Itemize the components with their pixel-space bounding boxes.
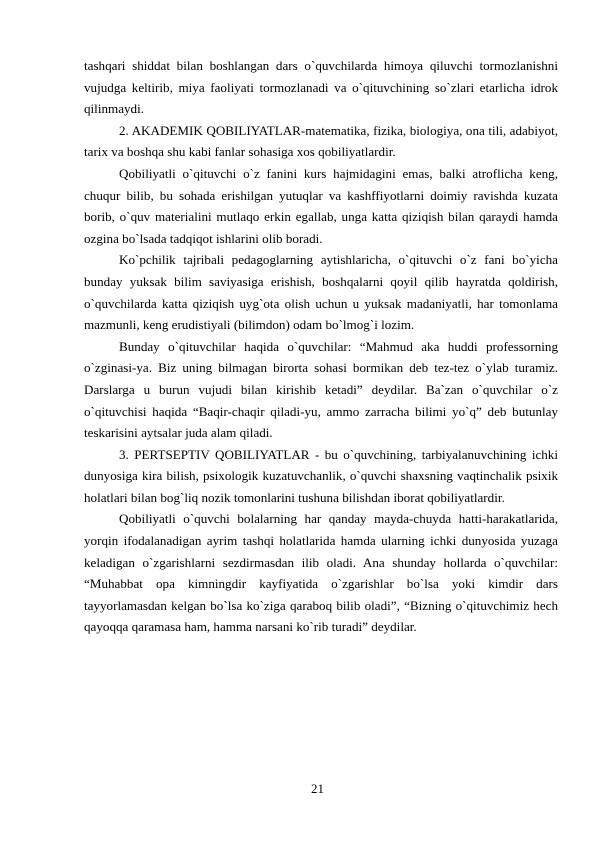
paragraph-academic-abilities: 2. AKADEMIK QOBILIYATLAR-matematika, fizika, biologiya, ona tili, adabiyot, tarix va boshqa shu kabi fanlar sohasiga xos qobiliyatlardir. [84, 122, 558, 160]
paragraph-student-opinions: Bunday o`qituvchilar haqida o`quvchilar: “Mahmud aka huddi professorning o`zginasi-ya. Biz uning bilmagan birorta sohasi bormikan deb tez-tez o`ylab turamiz. Darslarga u burun vujudi bilan kirishib ketadi” deydilar. Ba`zan o`quvchilar o`z o`qituvchisi haqida “Baqir-chaqir qiladi-yu, ammo zarracha bilimi yo`q” deb butunlay teskarisini aytsalar juda alam qiladi. [84, 338, 558, 441]
paragraph-continuation: tashqari shiddat bilan boshlangan dars o`quvchilarda himoya qiluvchi tormozlanishni vujudga keltirib, miya faoliyati tormozlanadi va o`qituvchining so`zlari etarlicha idrok qilinmaydi. [84, 58, 558, 117]
page-body [84, 55, 558, 638]
paragraph-experienced-pedagogues: Ko`pchilik tajribali pedagoglarning aytishlaricha, o`qituvchi o`z fani bo`yicha bunday yuksak bilim saviyasiga erishish, boshqalarni qoyil qilib hayratda qoldirish, o`quvchilarda katta qiziqish uyg`ota olish uchun u yuksak madaniyatli, har tomonlama mazmunli, keng erudistiyali (bilimdon) odam bo`lmog`i lozim. [84, 252, 558, 333]
page-number: 21 [311, 781, 324, 796]
paragraph-perceptive-abilities: 3. PERTSEPTIV QOBILIYATLAR - bu o`quvchining, tarbiyalanuvchining ichki dunyosiga kira bilish, psixologik kuzatuvchanlik, o`quvchi shaxsning vaqtinchalik psixik holatlari bilan bog`liq nozik tomonlarini tushuna bilishdan iborat qobiliyatlardir. [84, 446, 558, 505]
paragraph-observant-teacher: Qobiliyatli o`quvchi bolalarning har qanday mayda-chuyda hatti-harakatlarida, yorqin ifodalanadigan ayrim tashqi holatlarida hamda ularning ichki dunyosida yuzaga keladigan o`zgarishlarni sezdirmasdan ilib oladi. Ana shunday hollarda o`quvchilar: “Muhabbat opa kimningdir kayfiyatida o`zgarishlar bo`lsa yoki kimdir dars tayyorlamasdan kelgan bo`lsa ko`ziga qaraboq bilib oladi”, “Bizning o`qituvchimiz hech qayoqqa qaramasa ham, hamma narsani ko`rib turadi” deydilar. [84, 511, 558, 635]
paragraph-capable-teacher: Qobiliyatli o`qituvchi o`z fanini kurs hajmidagini emas, balki atroflicha keng, chuqur bilib, bu sohada erishilgan yutuqlar va kashffiyotlarni doimiy ravishda kuzata borib, o`quv materialini mutlaqo erkin egallab, unga katta qiziqish bilan qaraydi hamda ozgina bo`lsada tadqiqot ishlarini olib boradi. [84, 165, 558, 246]
